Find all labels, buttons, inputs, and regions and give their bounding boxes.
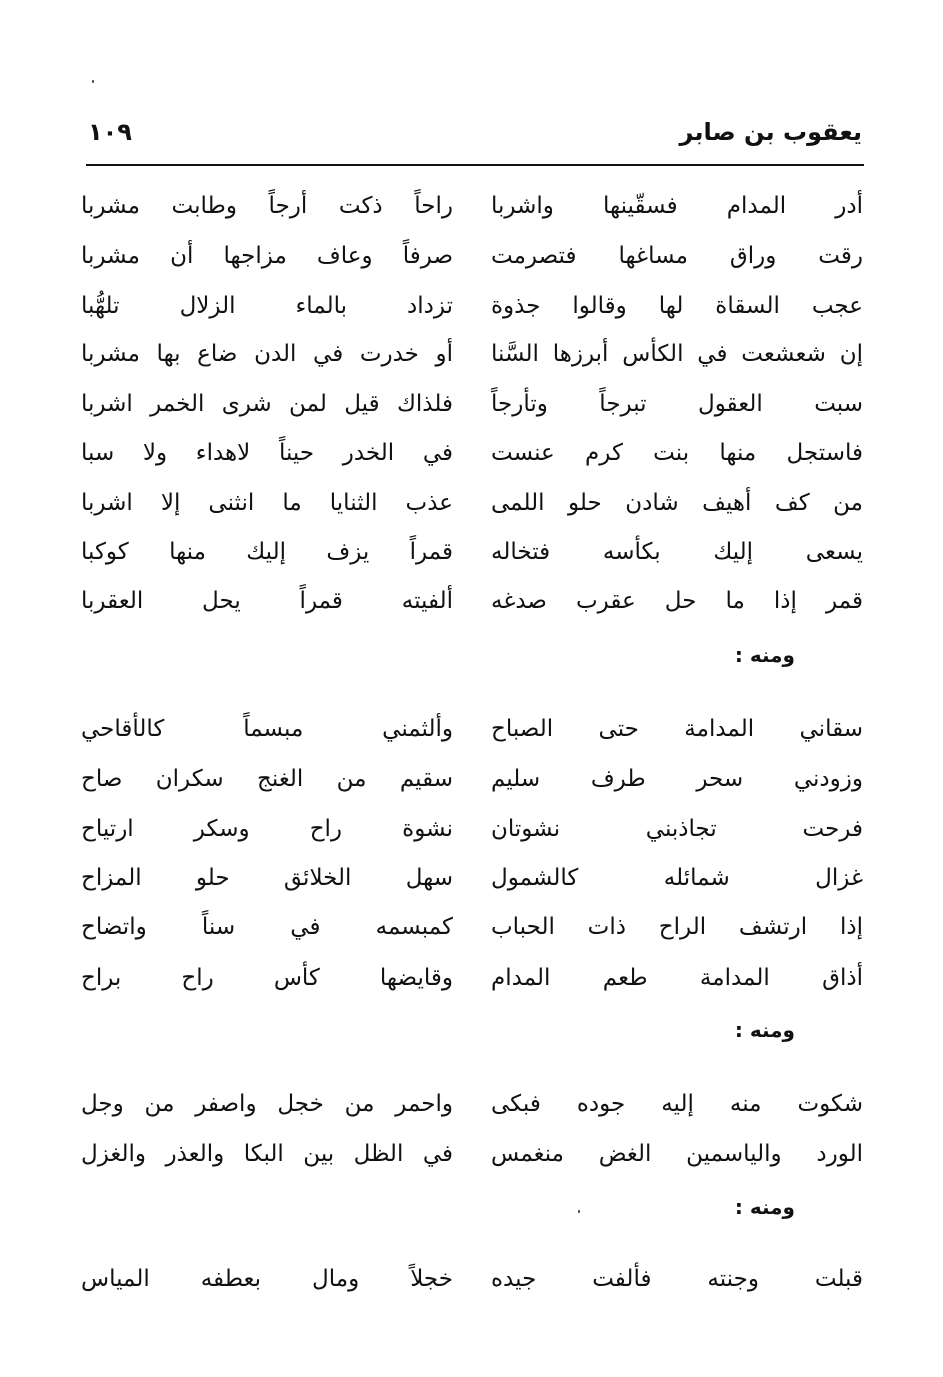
page-number: ١٠٩ <box>88 118 132 146</box>
scan-speck <box>92 80 94 83</box>
verse-second-hemistich: سهل الخلائق حلو المزاح <box>81 865 453 891</box>
verse-first-hemistich: رقت وراق مساغها فتصرمت <box>491 243 863 269</box>
verse-first-hemistich: فرحت تجاذبني نشوتان <box>491 816 863 842</box>
verse-first-hemistich: غزال شمائله كالشمول <box>491 865 863 891</box>
verse-second-hemistich: وألثمني مبسماً كالأقاحي <box>81 716 453 742</box>
scan-speck <box>578 1210 580 1213</box>
verse-second-hemistich: في الخدر حيناً لاهداء ولا سبا <box>81 440 453 466</box>
verse-second-hemistich: فلذاك قيل لمن شرى الخمر اشربا <box>81 391 453 417</box>
verse-first-hemistich: فاستجل منها بنت كرم عنست <box>491 440 863 466</box>
verse-second-hemistich: أو خدرت في الدن ضاع بها مشربا <box>81 341 453 367</box>
verse-first-hemistich: سقاني المدامة حتى الصباح <box>491 716 863 742</box>
verse-first-hemistich: قمر إذا ما حل عقرب صدغه <box>491 588 863 614</box>
section-label: ومنه : <box>734 643 795 667</box>
verse-first-hemistich: من كف أهيف شادن حلو اللمى <box>491 490 863 516</box>
verse-first-hemistich: عجب السقاة لها وقالوا جذوة <box>491 293 863 319</box>
verse-second-hemistich: راحاً ذكت أرجاً وطابت مشربا <box>81 193 453 219</box>
verse-second-hemistich: سقيم من الغنج سكران صاح <box>81 766 453 792</box>
verse-second-hemistich: كمبسمه في سناً واتضاح <box>81 914 453 940</box>
verse-second-hemistich: نشوة راح وسكر ارتياح <box>81 816 453 842</box>
verse-first-hemistich: أدر المدام فسقّينها واشربا <box>491 193 863 219</box>
verse-first-hemistich: وزودني سحر طرف سليم <box>491 766 863 792</box>
section-label: ومنه : <box>734 1195 795 1219</box>
page-header <box>88 118 862 158</box>
verse-second-hemistich: تزداد بالماء الزلال تلهُّبا <box>81 293 453 319</box>
section-label: ومنه : <box>734 1018 795 1042</box>
verse-first-hemistich: إذا ارتشف الراح ذات الحباب <box>491 914 863 940</box>
verse-first-hemistich: أذاق المدامة طعم المدام <box>491 965 863 991</box>
verse-second-hemistich: عذب الثنايا ما انثنى إلا اشربا <box>81 490 453 516</box>
verse-second-hemistich: صرفاً وعاف مزاجها أن مشربا <box>81 243 453 269</box>
verse-second-hemistich: قمراً يزف إليك منها كوكبا <box>81 539 453 565</box>
verse-first-hemistich: يسعى إليك بكأسه فتخاله <box>491 539 863 565</box>
verse-first-hemistich: شكوت منه إليه جوده فبكى <box>491 1091 863 1117</box>
verse-first-hemistich: سبت العقول تبرجاً وتأرجاً <box>491 391 863 417</box>
verse-second-hemistich: واحمر من خجل واصفر من وجل <box>81 1091 453 1117</box>
verse-second-hemistich: في الظل بين البكا والعذر والغزل <box>81 1141 453 1167</box>
header-rule <box>86 164 864 166</box>
verse-second-hemistich: ألفيته قمراً يحل العقربا <box>81 588 453 614</box>
verse-first-hemistich: قبلت وجنته فألفت جيده <box>491 1266 863 1292</box>
verse-first-hemistich: إن شعشعت في الكأس أبرزها السَّنا <box>491 341 863 367</box>
verse-first-hemistich: الورد والياسمين الغض منغمس <box>491 1141 863 1167</box>
verse-second-hemistich: وقايضها كأس راح براح <box>81 965 453 991</box>
running-title: يعقوب بن صابر <box>679 118 862 146</box>
verse-second-hemistich: خجلاً ومال بعطفه المياس <box>81 1266 453 1292</box>
